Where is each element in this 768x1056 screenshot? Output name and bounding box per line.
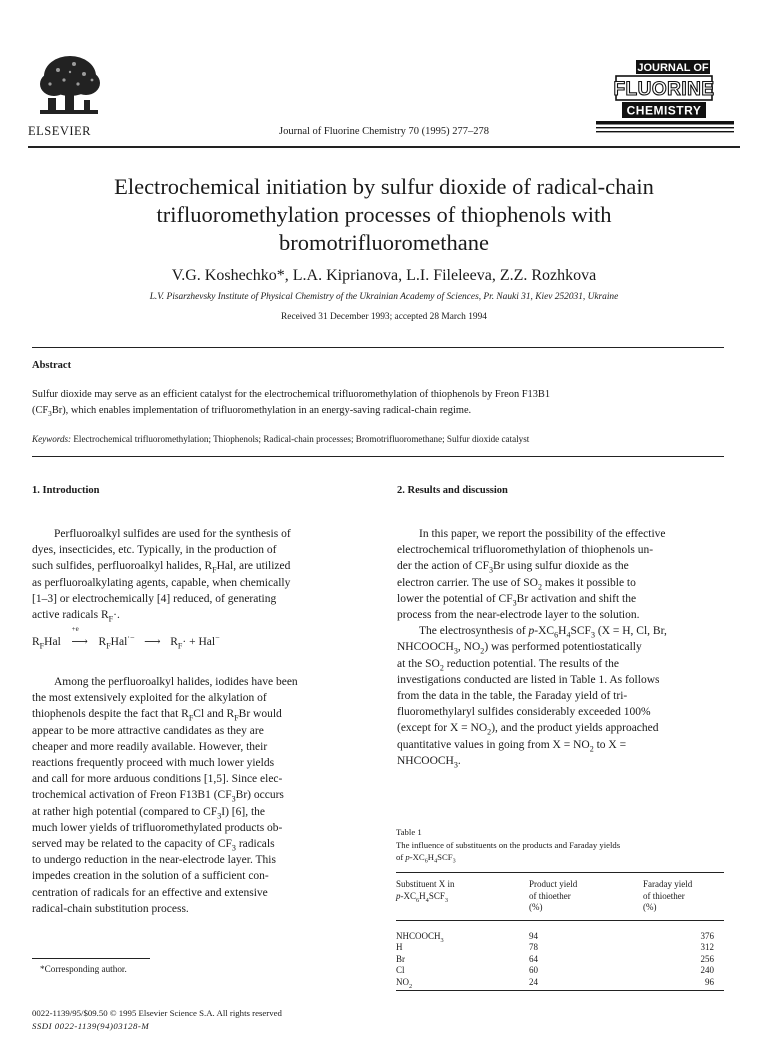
intro-p2-line: centration of radicals for an effective and extensive	[32, 886, 268, 899]
intro-p2-line: radical-chain substitution process.	[32, 902, 189, 915]
table-cell-faraday-yield: 376	[700, 930, 714, 941]
results-p1-line: der the action of $CF_3Br$ using sulfur dioxide as the	[397, 560, 629, 575]
keywords-list: Electrochemical trifluoromethylation; Thiophenols; Radical-chain processes; Bromotrifluoromethane; Sulfur dioxide catalyst	[73, 434, 530, 444]
table-cell-product-yield: 24	[529, 977, 643, 991]
table-cell-substituent: Cl	[396, 965, 405, 975]
intro-paragraph-1	[32, 526, 362, 623]
results-p1-line: electrochemical trifluoromethylation of thiophenols un-	[397, 544, 654, 557]
table-cell-substituent: $NO_2$	[396, 977, 529, 991]
journal-reference: Journal of Fluorine Chemistry 70 (1995) 277–278	[279, 126, 489, 137]
intro-p1-line: as perfluoroalkylating agents, capable, when chemically	[32, 576, 291, 589]
intro-p1-line: dyes, insecticides, etc. Typically, in the production of	[32, 544, 277, 557]
svg-text:FLUORINE: FLUORINE	[613, 79, 715, 100]
table-cell-faraday-yield: 240	[700, 965, 714, 975]
copyright-line: 0022-1139/95/$09.50 © 1995 Elsevier Science S.A. All rights reserved	[32, 1008, 282, 1018]
intro-p2-line: thiophenols despite the fact that $R_FCl$ and $R_FBr$ would	[32, 708, 282, 723]
title-line-2: trifluoromethylation processes of thiophenols with	[156, 202, 612, 227]
table-cell-substituent: Br	[396, 953, 405, 964]
journal-of-fluorine-chemistry-logo	[596, 58, 734, 142]
ssdi-line: SSDI 0022-1139(94)03128-M	[32, 1021, 150, 1031]
results-p2-line: investigations conducted are listed in Table 1. As follows	[397, 673, 660, 686]
results-p2-line: from the data in the table, the Faraday yield of tri-	[397, 690, 628, 703]
results-p2-line: $NHCOOCH_3$, $NO_2$) was performed potentiostatically	[397, 641, 642, 656]
intro-p1-line: Perfluoroalkyl sulfides are used for the synthesis of	[54, 528, 291, 540]
table-row	[396, 942, 724, 954]
table-row	[396, 965, 724, 977]
table-cell-product-yield: 94	[529, 930, 538, 941]
abstract-line-2: $(CF_3Br)$, which enables implementation of trifluoromethylation in an energy-saving radical-chain regime.	[32, 405, 472, 419]
results-p1-line: lower the potential of $CF_3Br$ activation and shift the	[397, 592, 637, 608]
table-header-product-yield: Product yield of thioether (%)	[529, 873, 643, 921]
keywords-label: Keywords:	[32, 434, 72, 444]
table-row	[396, 920, 724, 942]
results-p1-line: In this paper, we report the possibility of the effective	[419, 528, 666, 540]
intro-p2-line: impedes creation in the solution of a sufficient con-	[32, 870, 269, 883]
intro-p2-line: at rather high potential (compared to $CF_3I$) [6], the	[32, 805, 266, 820]
intro-p2-line: and call for more arduous conditions [1,5]. Since elec-	[32, 773, 283, 786]
article-title	[40, 173, 728, 257]
table-cell-product-yield: 60	[529, 965, 538, 975]
results-p2-line: $NHCOOCH_3$.	[397, 754, 461, 770]
svg-text:JOURNAL OF: JOURNAL OF	[637, 62, 709, 74]
publisher-name: ELSEVIER	[28, 124, 92, 138]
results-p2-line: (except for $X = NO_2$), and the product yields approached	[397, 722, 659, 737]
svg-text:CHEMISTRY: CHEMISTRY	[626, 103, 702, 118]
header-rule	[28, 146, 740, 148]
abstract-text	[32, 387, 724, 419]
intro-paragraph-2	[32, 674, 362, 917]
intro-p2-line: reactions frequently proceed with much lower yields	[32, 757, 275, 770]
results-p2-line: at the $SO_2$ reduction potential. The results of the	[397, 657, 619, 672]
title-line-1: Electrochemical initiation by sulfur dioxide of radical-chain	[114, 174, 654, 199]
intro-p2-line: the most extensively exploited for the alkylation of	[32, 692, 267, 705]
table-row	[396, 977, 724, 991]
intro-p2-line: trochemical activation of Freon F13B1 $(CF_3Br)$ occurs	[32, 789, 284, 804]
results-p1-line: electron carrier. The use of $SO_2$ makes it possible to	[397, 576, 636, 591]
corresponding-author-footnote: *Corresponding author.	[40, 964, 127, 974]
abstract-top-rule	[32, 347, 724, 348]
authors: V.G. Koshechko*, L.A. Kiprianova, L.I. Fileleeva, Z.Z. Rozhkova	[171, 267, 597, 284]
substituent-table	[396, 872, 724, 991]
intro-p2-line: served may be related to the capacity of $CF_3$ radicals	[32, 838, 275, 853]
table-header-substituent: Substituent X in $p-XC_6H_4SCF_3$	[396, 873, 529, 921]
table-cell-product-yield: 64	[529, 953, 538, 964]
section-2-heading: 2. Results and discussion	[397, 485, 508, 496]
section-1-heading: 1. Introduction	[32, 485, 100, 496]
copyright-block	[32, 1007, 282, 1033]
table-row	[396, 954, 724, 966]
footnote-rule	[32, 958, 150, 959]
table-caption-line-2: of $p-XC_6H_4SCF_3$	[396, 852, 456, 865]
results-p1-line: process from the near-electrode layer to the solution.	[397, 609, 640, 622]
results-p2-line: The electrosynthesis of $p-XC_6H_4SCF_3$ (X = H, Cl, Br,	[419, 625, 667, 640]
results-p2-line: fluoromethylaryl sulfides considerably exceeded 100%	[397, 706, 651, 719]
table-header-faraday-yield: Faraday yield of thioether (%)	[643, 873, 724, 921]
intro-p2-line: cheaper and more readily available. However, their	[32, 740, 268, 753]
intro-p2-line: to undergo reduction in the near-electrode layer. This	[32, 854, 276, 867]
table-cell-faraday-yield: 312	[700, 942, 714, 952]
intro-p1-line: [1–3] or electrochemically [4] reduced, of generating	[32, 592, 277, 605]
table-caption-line-1: The influence of substituents on the products and Faraday yields	[396, 839, 621, 850]
received-dates: Received 31 December 1993; accepted 28 March 1994	[281, 312, 487, 322]
intro-p1-line: such sulfides, perfluoroalkyl halides, $R_FHal$, are utilized	[32, 560, 291, 575]
abstract-heading: Abstract	[32, 360, 72, 371]
keywords	[32, 434, 732, 444]
abstract-line-1: Sulfur dioxide may serve as an efficient catalyst for the electrochemical trifluoromethylation of thiophenols by Freon F13B1	[32, 389, 551, 400]
intro-p2-line: Among the perfluoroalkyl halides, iodides have been	[54, 676, 298, 688]
table-caption	[396, 826, 726, 864]
table-cell-substituent: $NHCOOCH_3$	[396, 930, 444, 944]
abstract-bottom-rule	[32, 456, 724, 457]
table-cell-faraday-yield: 256	[700, 953, 714, 964]
results-p2-line: quantitative values in going from $X = NO_2$ to X =	[397, 738, 627, 753]
intro-p2-line: appear to be more attractive candidates as they are	[32, 724, 264, 737]
title-line-3: bromotrifluoromethane	[279, 230, 489, 255]
elsevier-tree-logo	[34, 50, 104, 120]
reaction-equation: $R_FHal$ +e ⟶ $R_FHal^{\cdot-}$ ⟶ $R_F\cdot + Hal^-$	[32, 625, 220, 651]
intro-p2-line: much lower yields of trifluoromethylated products ob-	[32, 821, 283, 834]
table-cell-faraday-yield: 96	[643, 977, 724, 991]
affiliation: L.V. Pisarzhevsky Institute of Physical Chemistry of the Ukrainian Academy of Sciences, Pr. Nauki 31, Kiev 252031, Ukraine	[149, 292, 619, 302]
results-paragraph-1	[397, 526, 725, 769]
table-label: Table 1	[396, 827, 422, 837]
table-cell-product-yield: 78	[529, 942, 538, 952]
table-cell-substituent: H	[396, 942, 403, 952]
intro-p1-line: active radicals $R_F\cdot$.	[32, 609, 120, 624]
